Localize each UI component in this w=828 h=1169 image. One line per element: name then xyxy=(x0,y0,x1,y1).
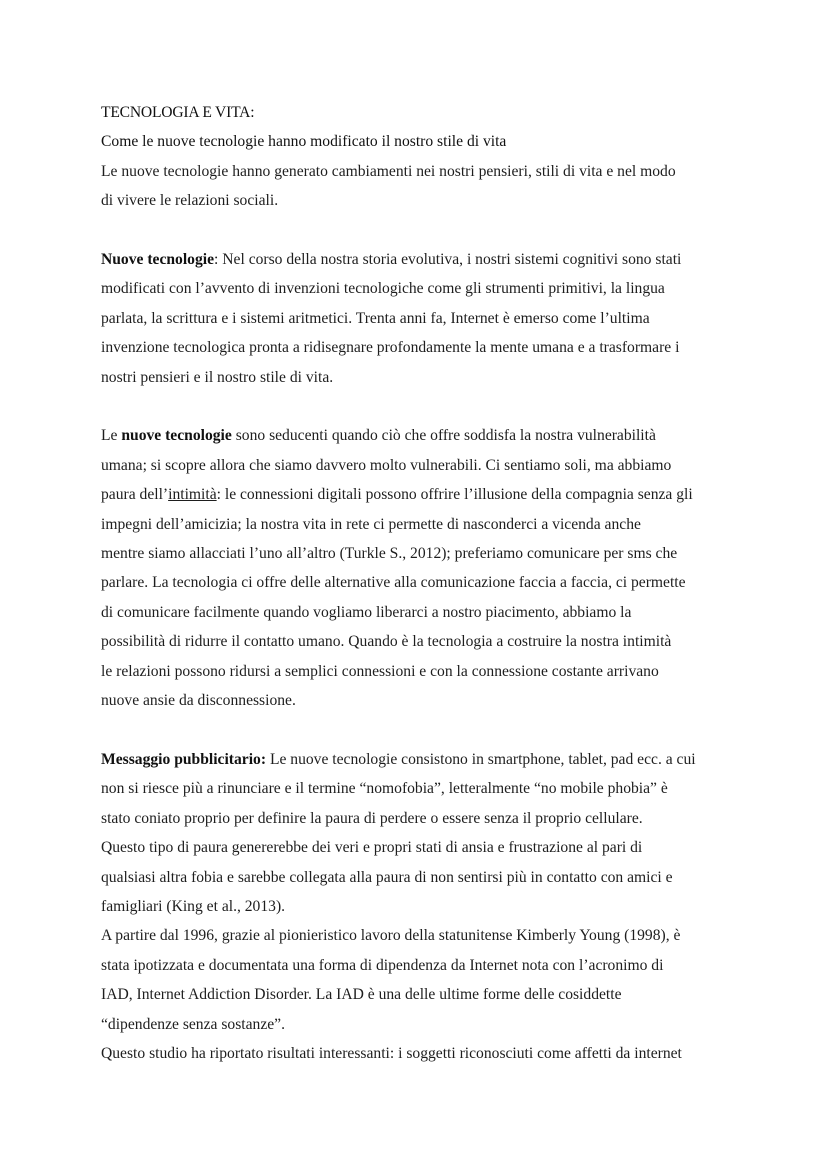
section2-line: parlare. La tecnologia ci offre delle alternative alla comunicazione faccia a faccia, ci permette xyxy=(101,574,686,592)
section3-line: “dipendenze senza sostanze”. xyxy=(101,1015,285,1033)
section2-line3-prefix: paura dell’ xyxy=(101,486,169,504)
intro-line-1: Le nuove tecnologie hanno generato cambiamenti nei nostri pensieri, stili di vita e nel modo xyxy=(101,162,676,180)
section2-first-line-text: sono seducenti quando ciò che offre soddisfa la nostra vulnerabilità xyxy=(231,427,656,445)
section3-line: stata ipotizzata e documentata una forma di dipendenza da Internet nota con l’acronimo di xyxy=(101,956,664,974)
section2-line: umana; si scopre allora che siamo davvero molto vulnerabili. Ci sentiamo soli, ma abbiamo xyxy=(101,456,672,474)
section2-line: le relazioni possono ridursi a semplici connessioni e con la connessione costante arrivano xyxy=(101,662,659,680)
document-title: TECNOLOGIA E VITA: xyxy=(101,104,255,121)
intro-line-2: di vivere le relazioni sociali. xyxy=(101,192,279,210)
section2-first-line xyxy=(101,421,741,450)
section2-line: di comunicare facilmente quando vogliamo liberarci a nostro piacimento, abbiamo la xyxy=(101,603,632,621)
section-heading-messaggio-pubblicitario: Messaggio pubblicitario: xyxy=(101,750,267,768)
section1-line: parlata, la scrittura e i sistemi aritmetici. Trenta anni fa, Internet è emerso come l’ultima xyxy=(101,309,650,327)
section1-line: modificati con l’avvento di invenzioni tecnologiche come gli strumenti primitivi, la lingua xyxy=(101,280,665,298)
intimita-link[interactable]: intimità xyxy=(168,486,217,504)
section2-line-intimita xyxy=(101,480,741,509)
section2-line: possibilità di ridurre il contatto umano. Quando è la tecnologia a costruire la nostra intimità xyxy=(101,633,672,651)
section3-line: A partire dal 1996, grazie al pionieristico lavoro della statunitense Kimberly Young (1998), è xyxy=(101,927,681,945)
document-page xyxy=(101,98,741,1068)
section3-first-line-text: Le nuove tecnologie consistono in smartphone, tablet, pad ecc. a cui xyxy=(266,750,696,768)
section-heading-nuove-tecnologie: Nuove tecnologie xyxy=(101,251,215,269)
section3-line: Questo tipo di paura genererebbe dei veri e propri stati di ansia e frustrazione al pari di xyxy=(101,839,643,857)
section3-line: non si riesce più a rinunciare e il termine “nomofobia”, letteralmente “no mobile phobia” è xyxy=(101,780,668,798)
document-subtitle: Come le nuove tecnologie hanno modificato il nostro stile di vita xyxy=(101,133,507,151)
paragraph-gap xyxy=(101,392,741,421)
section2-line: impegni dell’amicizia; la nostra vita in rete ci permette di nasconderci a vicenda anche xyxy=(101,515,641,533)
paragraph-gap xyxy=(101,716,741,745)
section3-line: IAD, Internet Addiction Disorder. La IAD è una delle ultime forme delle cosiddette xyxy=(101,986,622,1004)
section2-line: mentre siamo allacciati l’uno all’altro (Turkle S., 2012); preferiamo comunicare per sms che xyxy=(101,545,678,563)
section1-line: invenzione tecnologica pronta a ridisegnare profondamente la mente umana e a trasformare i xyxy=(101,339,680,357)
section2-line: nuove ansie da disconnessione. xyxy=(101,692,296,710)
paragraph-gap xyxy=(101,216,741,245)
section2-bold-term: nuove tecnologie xyxy=(121,427,232,445)
section3-line: stato coniato proprio per definire la paura di perdere o essere senza il proprio cellulare. xyxy=(101,809,643,827)
section3-line: qualsiasi altra fobia e sarebbe collegata alla paura di non sentirsi più in contatto con amici e xyxy=(101,868,673,886)
section2-prefix: Le xyxy=(101,427,122,445)
section1-line: nostri pensieri e il nostro stile di vita. xyxy=(101,368,334,386)
section3-first-line xyxy=(101,745,741,774)
section-nuove-tecnologie-first-line xyxy=(101,245,741,274)
section1-first-line-text: : Nel corso della nostra storia evolutiva, i nostri sistemi cognitivi sono stati xyxy=(214,251,682,269)
section3-line: Questo studio ha riportato risultati interessanti: i soggetti riconosciuti come affetti da internet xyxy=(101,1044,682,1062)
section3-line: famigliari (King et al., 2013). xyxy=(101,897,286,915)
section2-line3-rest: : le connessioni digitali possono offrire l’illusione della compagnia senza gli xyxy=(216,486,693,504)
